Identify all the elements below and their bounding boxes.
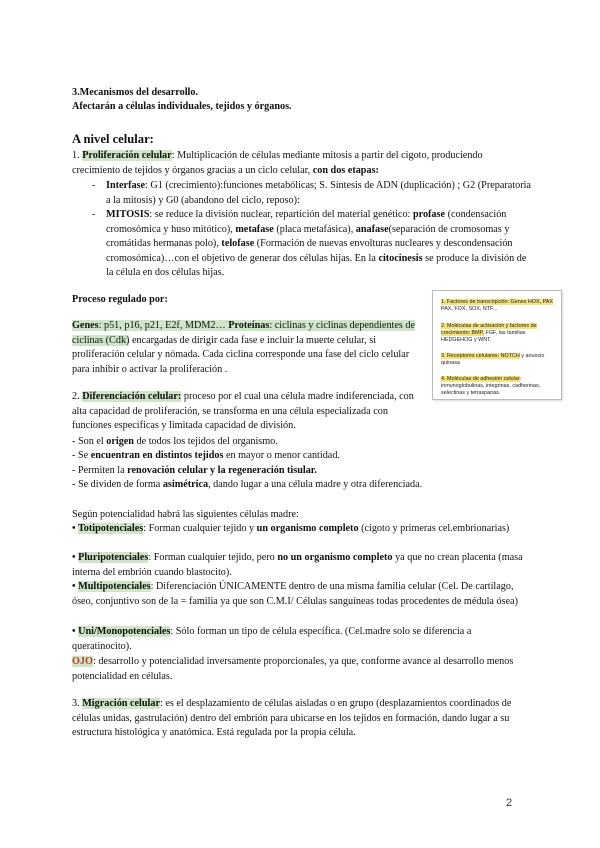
interfase-item: - Interfase: G1 (crecimiento):funciones metabólicas; S. Síntesis de ADN (duplicación) ; G2 (Preparatoria a la mitosis) y G0 (abandono del ciclo, reposo): [92,180,531,206]
diferenciacion-line-2: - Se encuentran en distintos tejidos en mayor o menor cantidad. [72,450,340,461]
potencialidad-intro: Según potencialidad habrá las siguientes células madre: [72,509,299,520]
factor-item-2: 2. Moléculas de activación y factores de crecimiento: BMP, FGF, las familias HEDGEHOG y WNT. [441,323,537,343]
celular-title: A nivel celular: [72,132,154,146]
proliferacion-paragraph: 1. Proliferación celular: Multiplicación de células mediante mitosis a partir del cigoto, produciendo crecimiento de tejidos y órganos gracias a un ciclo celular, con dos etapas: [72,150,483,176]
diferenciacion-line-1: - Son el origen de todos los tejidos del organismo. [72,436,278,447]
migracion-term: Migración celular [82,698,160,709]
page-number: 2 [506,797,513,809]
ojo-note: OJO: desarrollo y potencialidad inversamente proporcionales, ya que, conforme avance al desarrollo menos potencialidad en células. [72,656,514,682]
mitosis-item: - MITOSIS: se reduce la división nuclear, repartición del material genético: profase (condensación cromosómica y huso mitótico), metafase (placa metafásica), anafase(separación de cromosomas y cromátidas hermanas polo), telofase (Formación de nuevas envolturas nucleares y descondensación cromosómica)…con el objetivo de generar dos células hijas. En la citocinesis se produce la división de la célula en dos células hijas. [92,209,527,279]
diferenciacion-line-3: - Permiten la renovación celular y la regeneración tisular. [72,465,317,476]
section-heading: 3.Mecanismos del desarrollo. [72,87,199,98]
pluripotenciales-item: • Pluripotenciales: Forman cualquier tejido, pero no un organismo completo ya que no crean placenta (masa interna del embrión cuando blastocito). [72,552,523,578]
factor-item-4: 4. Moléculas de adhesión celular: inmunoglobulinas, integrinas, cadherinas, selectinas y tetraspanas. [441,376,541,396]
regulado-paragraph: Genes: p51, p16, p21, E2f, MDM2… Proteínas: ciclinas y ciclinas dependientes de ciclinas (Cdk) encargadas de dirigir cada fase e incluir la muerte celular, si proliferación celular y nómada. Cada ciclina corresponde una fase del ciclo celular para inhibir o activar la proliferación . [72,320,416,375]
totipotenciales-item: • Totipotenciales: Forman cualquier tejido y un organismo completo (cigoto y primeras cel.embrionarias) [72,523,510,534]
proliferacion-term: Proliferación celular [82,150,172,161]
diferenciacion-line-4: - Se dividen de forma asimétrica, dando lugar a una célula madre y otra diferenciada. [72,479,423,490]
regulation-factors-image [432,290,562,400]
multipotenciales-item: • Multipotenciales: Diferenciación ÚNICAMENTE dentro de una misma familia celular (Cel. De cartílago, óseo, conjuntivo son de la = familia ya que son C.M.I/ Células sanguíneas todas procedentes de médula ósea) [72,581,518,607]
diferenciacion-term: Diferenciación celular: [82,391,182,402]
diferenciacion-paragraph: 2. Diferenciación celular: proceso por el cual una célula madre indiferenciada, con alta capacidad de proliferación, se transforma en una célula especializada con funciones específicas y limitada capacidad de división. [72,391,414,432]
unipotenciales-item: • Uni/Monopotenciales: Sólo forman un tipo de célula específica. (Cel.madre solo se diferencia a queratinocito). [72,626,472,652]
factor-item-1: 1. Factores de transcripción: Genes HOX, PAX PAX, FOX, SOX, NTF... [441,299,553,312]
factor-item-3: 3. Receptores celulares: NOTCH y anuncio quinasa [441,353,545,366]
regulado-title: Proceso regulado por: [72,294,168,305]
migracion-paragraph: 3. Migración celular: es el desplazamiento de células aisladas o en grupo (desplazamientos coordinados de células unidas, gastrulación) dentro del embrión para ubicarse en los tejidos en formación, dando lugar a su estructura histológica y anatómica. Está regulada por la propia célula. [72,698,512,739]
section-subtitle: Afectarán a células individuales, tejidos y órganos. [72,101,292,112]
